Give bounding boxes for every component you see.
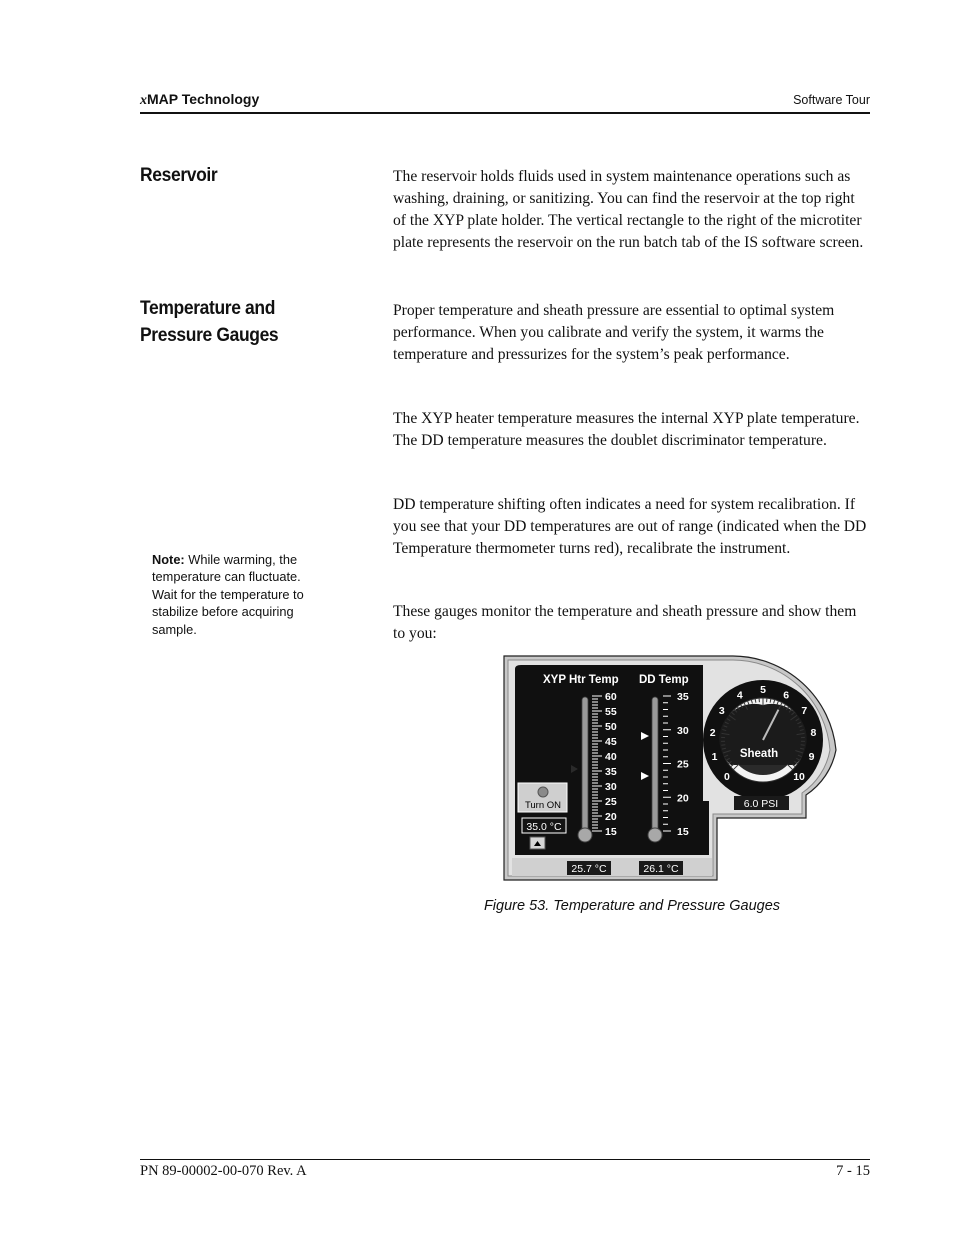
xyp-reading-box: [567, 861, 611, 875]
header-title-italic-x: x: [140, 93, 147, 108]
xyp-scale-label: 50: [605, 721, 617, 733]
xyp-scale-label: 20: [605, 811, 617, 823]
xyp-title: XYP Htr Temp: [543, 674, 619, 686]
sheath-scale-label: 8: [810, 727, 817, 740]
gauges-paragraph-3: DD temperature shifting often indicates a need for system recalibration. If you see that your DD temperatures are out of range (indicated when the DD Temperature thermometer turns red), recalibrate the instrument.: [393, 496, 867, 557]
gauges-body-3: [393, 494, 871, 560]
turn-on-label: Turn ON: [524, 800, 562, 811]
xyp-scale-label: 55: [605, 706, 617, 718]
note-text: While warming, the temperature can fluctuate. Wait for the temperature to stabilize before acquiring sample.: [152, 552, 304, 637]
sheath-reading: 6.0 PSI: [743, 798, 779, 810]
xyp-thermometer-bulb: [578, 828, 592, 842]
sheath-scale-label: 0: [724, 771, 730, 784]
sheath-scale-label: 6: [783, 689, 790, 702]
footer-rule: [140, 1159, 870, 1160]
sheath-scale-label: 7: [801, 705, 808, 718]
side-note: [152, 551, 327, 638]
figure-caption: Figure 53. Temperature and Pressure Gauges: [483, 898, 781, 914]
gauges-paragraph-1: Proper temperature and sheath pressure are essential to optimal system performance. When you calibrate and verify the system, it warms the temperature and pressurizes for the system’s peak performance.: [393, 302, 835, 363]
xyp-scale-label: 35: [605, 766, 617, 778]
setpoint-up-button[interactable]: [530, 837, 545, 849]
xyp-thermometer-tube: [582, 697, 588, 833]
running-header-section: Software Tour: [793, 93, 870, 107]
dd-scale-label: 20: [677, 792, 689, 805]
sheath-label: Sheath: [739, 748, 779, 760]
sheath-reading-box: [734, 796, 789, 810]
xyp-scale-label: 30: [605, 781, 617, 793]
gauges-paragraph-2: The XYP heater temperature measures the internal XYP plate temperature. The DD temperature measures the doublet discriminator temperature.: [393, 410, 860, 449]
note-label: Note:: [152, 552, 185, 567]
gauges-body: [393, 300, 871, 366]
gauges-paragraph-4: These gauges monitor the temperature and sheath pressure and show them to you:: [393, 603, 857, 642]
sheath-tick: [721, 745, 725, 746]
dd-scale-label: 15: [677, 826, 689, 838]
setpoint-value: 35.0 °C: [526, 821, 562, 833]
sheath-scale-label: 4: [736, 689, 743, 702]
sheath-scale-label: 2: [709, 727, 716, 740]
turn-on-button[interactable]: [518, 783, 567, 812]
xyp-scale-label: 15: [605, 826, 617, 838]
running-header-title: [140, 91, 259, 109]
xyp-scale-label: 45: [605, 736, 617, 748]
sheath-scale-label: 9: [808, 750, 815, 763]
sheath-scale-label: 5: [760, 684, 766, 696]
dd-reading-box: [639, 861, 683, 875]
dd-thermometer-bulb: [648, 828, 662, 842]
footer-part-number: PN 89-00002-00-070 Rev. A: [140, 1163, 307, 1179]
footer-page-number: 7 - 15: [836, 1163, 870, 1179]
reservoir-heading-text: Reservoir: [140, 165, 218, 186]
sheath-scale-label: 1: [711, 750, 718, 763]
header-rule: [140, 112, 870, 114]
xyp-scale-label: 60: [605, 691, 617, 703]
xyp-scale-label: 25: [605, 796, 617, 808]
dd-scale-label: 25: [677, 758, 689, 771]
gauges-body-2: [393, 408, 871, 452]
gauge-panel-figure: [503, 655, 838, 881]
gauges-body-4: [393, 601, 871, 645]
status-light-icon: [538, 787, 548, 797]
dd-title: DD Temp: [639, 674, 689, 686]
dd-thermometer-tube: [652, 697, 658, 833]
setpoint-field[interactable]: [522, 818, 566, 833]
dd-reading: 26.1 °C: [643, 863, 679, 875]
gauges-heading-line2: Pressure Gauges: [140, 325, 279, 346]
header-title-rest: MAP Technology: [147, 91, 260, 107]
xyp-scale-label: 40: [605, 751, 617, 763]
dd-scale-label: 35: [677, 691, 689, 703]
gauges-heading-line1: Temperature and: [140, 298, 276, 319]
dd-scale-label: 30: [677, 724, 689, 737]
gauges-heading: [140, 295, 278, 349]
reservoir-paragraph: The reservoir holds fluids used in system maintenance operations such as washing, draining, or sanitizing. You can find the reservoir at the top right of the XYP plate holder. The vertical rectangle to the right of the microtiter plate represents the reservoir on the run batch tab of the IS software screen.: [393, 168, 864, 251]
reservoir-body: [393, 166, 871, 254]
sheath-scale-label: 10: [793, 771, 805, 784]
reservoir-heading: [140, 162, 217, 189]
xyp-reading: 25.7 °C: [571, 863, 607, 875]
sheath-tick: [801, 745, 805, 746]
sheath-scale-label: 3: [718, 705, 725, 718]
